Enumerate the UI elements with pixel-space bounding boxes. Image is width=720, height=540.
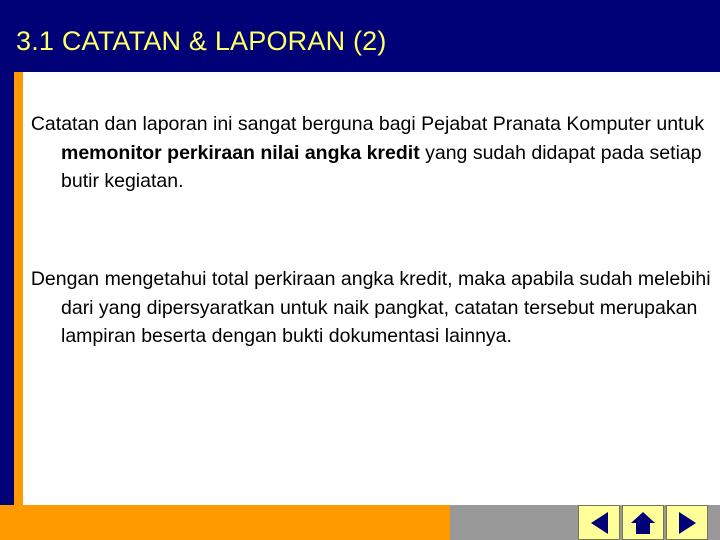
- home-icon: [631, 512, 655, 534]
- footer-orange-bar: [0, 505, 450, 540]
- list-item-text-before: Catatan dan laporan ini sangat berguna bagi Pejabat Pranata Komputer untuk: [30, 113, 705, 135]
- title-band: [0, 0, 720, 72]
- list-item-text-before: Dengan mengetahui total perkiraan angka kredit, maka apabila sudah melebihi dari yang dipersyaratkan untuk naik pangkat, catatan tersebut merupakan lampiran beserta dengan bukti dokumentasi lainnya.: [30, 268, 711, 347]
- page-title: 3.1 CATATAN & LAPORAN (2): [16, 26, 387, 56]
- list-item: [20, 265, 720, 351]
- left-navy-bar: [0, 0, 14, 505]
- list-item-text-bold: memonitor perkiraan nilai angka kredit: [61, 141, 420, 164]
- slide-body: [23, 72, 720, 505]
- list-item: [20, 110, 720, 196]
- home-slide-button[interactable]: [622, 505, 664, 540]
- triangle-left-icon: [591, 512, 608, 534]
- list-item-text-after: yang sudah didapat pada setiap butir kegiatan.: [61, 141, 702, 192]
- next-slide-button[interactable]: [666, 505, 708, 540]
- previous-slide-button[interactable]: [578, 505, 620, 540]
- triangle-right-icon: [679, 512, 696, 534]
- left-orange-bar: [14, 0, 23, 505]
